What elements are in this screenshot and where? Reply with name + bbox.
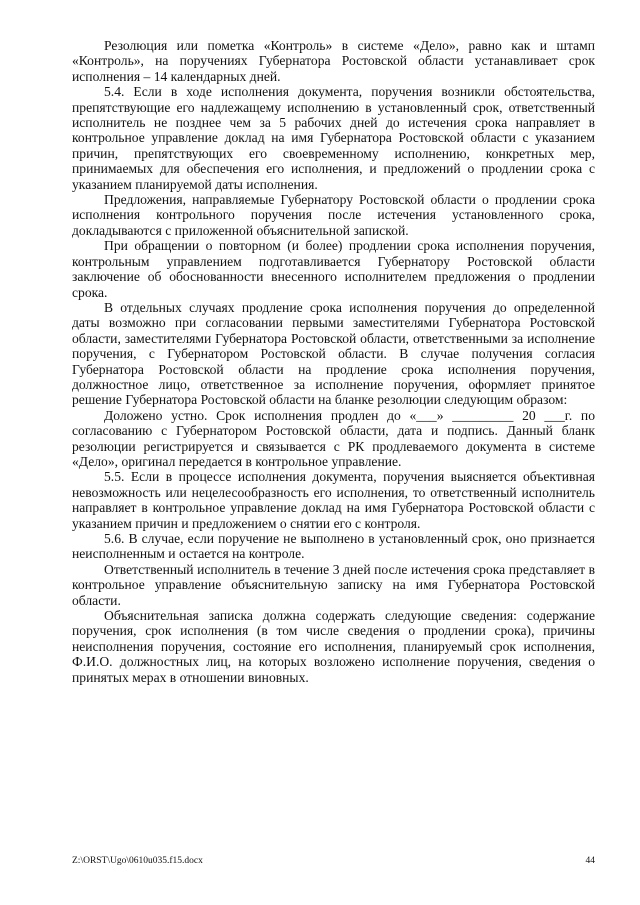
paragraph-repeated-extension: При обращении о повторном (и более) продлении срока исполнения поручения, контрольным управлением подготавливается Губернатору Ростовской области заключение об обоснованности внесенного исполнителем предложения о продлении срока.	[72, 238, 595, 300]
paragraph-note-contents: Объяснительная записка должна содержать следующие сведения: содержание поручения, срок исполнения (в том числе сведения о продлении срока), причины неисполнения поручения, состояние его исполнения, планируемый срок исполнения, Ф.И.О. должностных лиц, на которых возложено исполнение поручения, сведения о принятых мерах в отношении виновных.	[72, 608, 595, 685]
footer-file-path: Z:\ORST\Ugo\0610u035.f15.docx	[72, 856, 203, 866]
paragraph-extension-proposals: Предложения, направляемые Губернатору Ростовской области о продлении срока исполнения контрольного поручения после истечения установленного срока, докладываются с приложенной объяснительной запиской.	[72, 192, 595, 238]
document-page	[72, 38, 595, 685]
page-number: 44	[585, 856, 595, 866]
paragraph-5-4: 5.4. Если в ходе исполнения документа, поручения возникли обстоятельства, препятствующие его надлежащему исполнению в установленный срок, ответственный исполнитель не позднее чем за 5 рабочих дней до истечения срока направляет в контрольное управление доклад на имя Губернатора Ростовской области с указанием причин, препятствующих его своевременному исполнению, конкретных мер, принимаемых для обеспечения его исполнения, и предложений о продлении срока с указанием планируемой даты исполнения.	[72, 84, 595, 192]
paragraph-oral-report-form: Доложено устно. Срок исполнения продлен до «___» _________ 20 ___г. по согласованию с Губернатором Ростовской области, дата и подпись. Данный бланк резолюции регистрируется и связывается с РК продлеваемого документа в системе «Дело», оригинал передается в контрольное управление.	[72, 407, 595, 469]
paragraph-5-5: 5.5. Если в процессе исполнения документа, поручения выясняется объективная невозможность или нецелесообразность его исполнения, то ответственный исполнитель направляет в контрольное управление доклад на имя Губернатора Ростовской области с указанием причин и предложением о снятии его с контроля.	[72, 469, 595, 531]
page-footer	[72, 856, 595, 866]
paragraph-5-6: 5.6. В случае, если поручение не выполнено в установленный срок, оно признается неисполненным и остается на контроле.	[72, 531, 595, 562]
paragraph-special-cases: В отдельных случаях продление срока исполнения поручения до определенной даты возможно при согласовании первыми заместителями Губернатора Ростовской области, заместителями Губернатора Ростовской области, ответственными за исполнение поручения, с Губернатором Ростовской области. В случае получения согласия Губернатора Ростовской области на продление срока исполнения поручения, должностное лицо, ответственное за исполнение поручения, оформляет принятое решение Губернатора Ростовской области на бланке резолюции следующим образом:	[72, 299, 595, 408]
paragraph-explanatory-note: Ответственный исполнитель в течение 3 дней после истечения срока представляет в контрольное управление объяснительную записку на имя Губернатора Ростовской области.	[72, 561, 595, 608]
paragraph-control-resolution: Резолюция или пометка «Контроль» в системе «Дело», равно как и штамп «Контроль», на поручениях Губернатора Ростовской области устанавливает срок исполнения – 14 календарных дней.	[72, 38, 595, 84]
